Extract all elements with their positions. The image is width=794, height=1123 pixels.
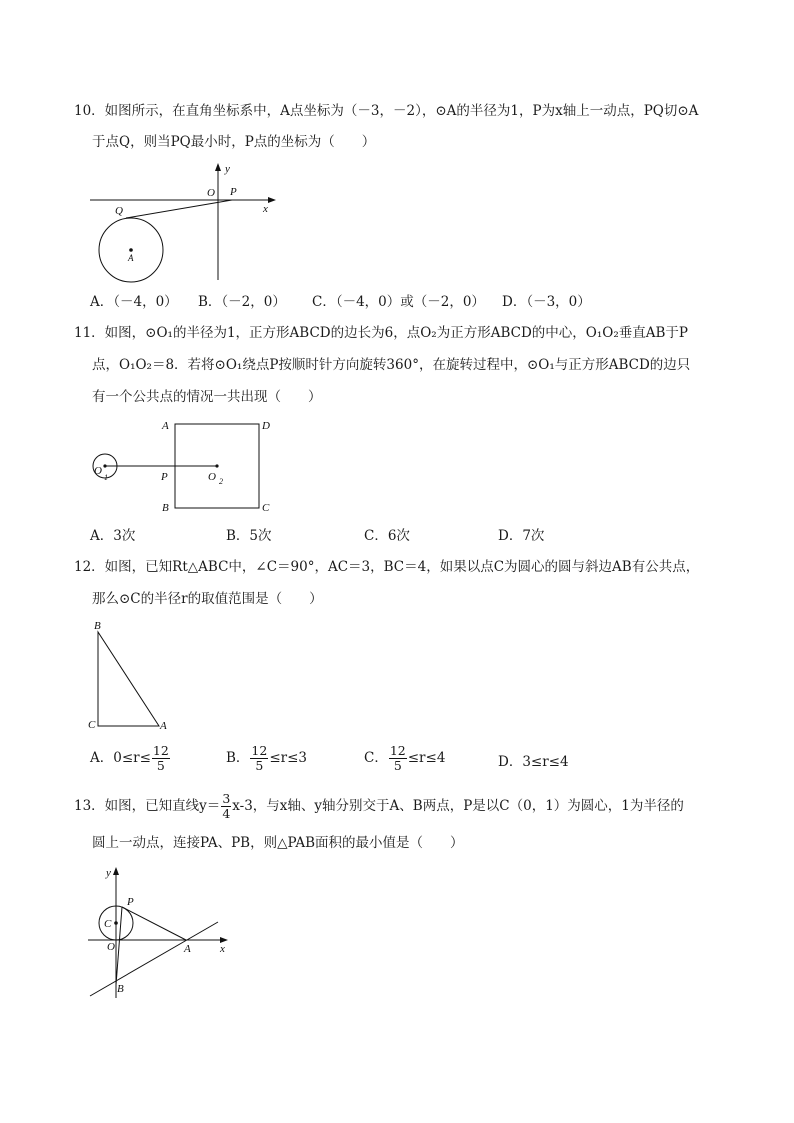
q11-option-d: D．7次 bbox=[498, 528, 545, 544]
q11-fig-o1-sub: 1 bbox=[104, 473, 108, 482]
q10-fig-o: O bbox=[207, 187, 215, 199]
q13-figure bbox=[86, 862, 246, 1006]
q11-line-2: 点，O₁O₂＝8．若将⊙O₁绕点P按顺时针方向旋转360°，在旋转过程中，⊙O₁与正方形ABCD的边只 bbox=[92, 357, 691, 373]
q11-fig-o1: O bbox=[94, 465, 102, 477]
q11-fig-o2: O bbox=[208, 471, 216, 483]
q13-fig-o: O bbox=[107, 941, 115, 953]
q10-fig-y: y bbox=[225, 163, 230, 175]
q12-fig-b: B bbox=[94, 620, 101, 632]
q10-option-a: A．（－4，0） bbox=[90, 294, 178, 310]
q10-fig-a: A bbox=[128, 253, 134, 263]
q13-fig-p: P bbox=[127, 896, 134, 908]
q11-fig-p: P bbox=[161, 471, 168, 483]
q12-line-1: 12．如图，已知Rt△ABC中，∠C＝90°，AC＝3，BC＝4，如果以点C为圆心的圆与斜边AB有公共点， bbox=[74, 559, 700, 575]
q10-line-1: 10．如图所示，在直角坐标系中，A点坐标为（－3，－2），⊙A的半径为1，P为x轴上一动点，PQ切⊙A bbox=[74, 103, 699, 119]
q11-line-1: 11．如图，⊙O₁的半径为1，正方形ABCD的边长为6，点O₂为正方形ABCD的中心，O₁O₂垂直AB于P bbox=[74, 325, 688, 341]
q11-fig-d: D bbox=[262, 420, 270, 432]
q12-figure bbox=[86, 618, 186, 737]
q13-fig-y: y bbox=[106, 867, 111, 879]
q10-fig-p: P bbox=[230, 186, 237, 198]
q11-option-b: B．5次 bbox=[226, 528, 272, 544]
q10-fig-x: x bbox=[263, 203, 268, 215]
q13-fig-c: C bbox=[104, 918, 112, 930]
q10-fig-q: Q bbox=[115, 205, 123, 217]
q11-fig-a: A bbox=[162, 420, 169, 432]
q12-option-c: C． $\frac{12}{5}$ ≤r≤4 bbox=[364, 743, 446, 773]
q11-option-c: C．6次 bbox=[364, 528, 410, 544]
q12-fig-c: C bbox=[88, 719, 96, 731]
q10-option-b: B．（－2，0） bbox=[198, 294, 286, 310]
q12-fig-a: A bbox=[160, 720, 167, 732]
q11-figure bbox=[86, 412, 286, 521]
q13-fig-x: x bbox=[220, 943, 225, 955]
q12-option-d: D．3≤r≤4 bbox=[498, 754, 569, 770]
q10-option-c: C．（－4，0）或（－2，0） bbox=[312, 294, 485, 310]
q11-fig-o2-sub: 2 bbox=[219, 477, 223, 486]
q11-line-3: 有一个公共点的情况一共出现（ ） bbox=[92, 389, 322, 405]
q10-option-d: D．（－3，0） bbox=[502, 294, 591, 310]
q11-fig-c: C bbox=[262, 502, 270, 514]
q12-option-a: A．0≤r≤ $\frac{12}{5}$ bbox=[90, 743, 169, 773]
q12-option-b: B． $\frac{12}{5}$ ≤r≤3 bbox=[226, 743, 307, 773]
q13-fig-a: A bbox=[184, 943, 191, 955]
q10-line-2: 于点Q，则当PQ最小时，P点的坐标为（ ） bbox=[92, 134, 376, 150]
q13-line-1: 13．如图，已知直线y＝ $\frac{3}{4}$ x-3，与x轴、y轴分别交于A、B两点，P是以C（0，1）为圆心，1为半径的 bbox=[74, 791, 684, 821]
q11-fig-b: B bbox=[162, 502, 169, 514]
q13-fig-b: B bbox=[117, 983, 124, 995]
q11-option-a: A．3次 bbox=[90, 528, 136, 544]
q10-figure bbox=[86, 160, 286, 289]
q12-line-2: 那么⊙C的半径r的取值范围是（ ） bbox=[92, 591, 323, 607]
q13-line-2: 圆上一动点，连接PA、PB，则△PAB面积的最小值是（ ） bbox=[92, 835, 464, 851]
